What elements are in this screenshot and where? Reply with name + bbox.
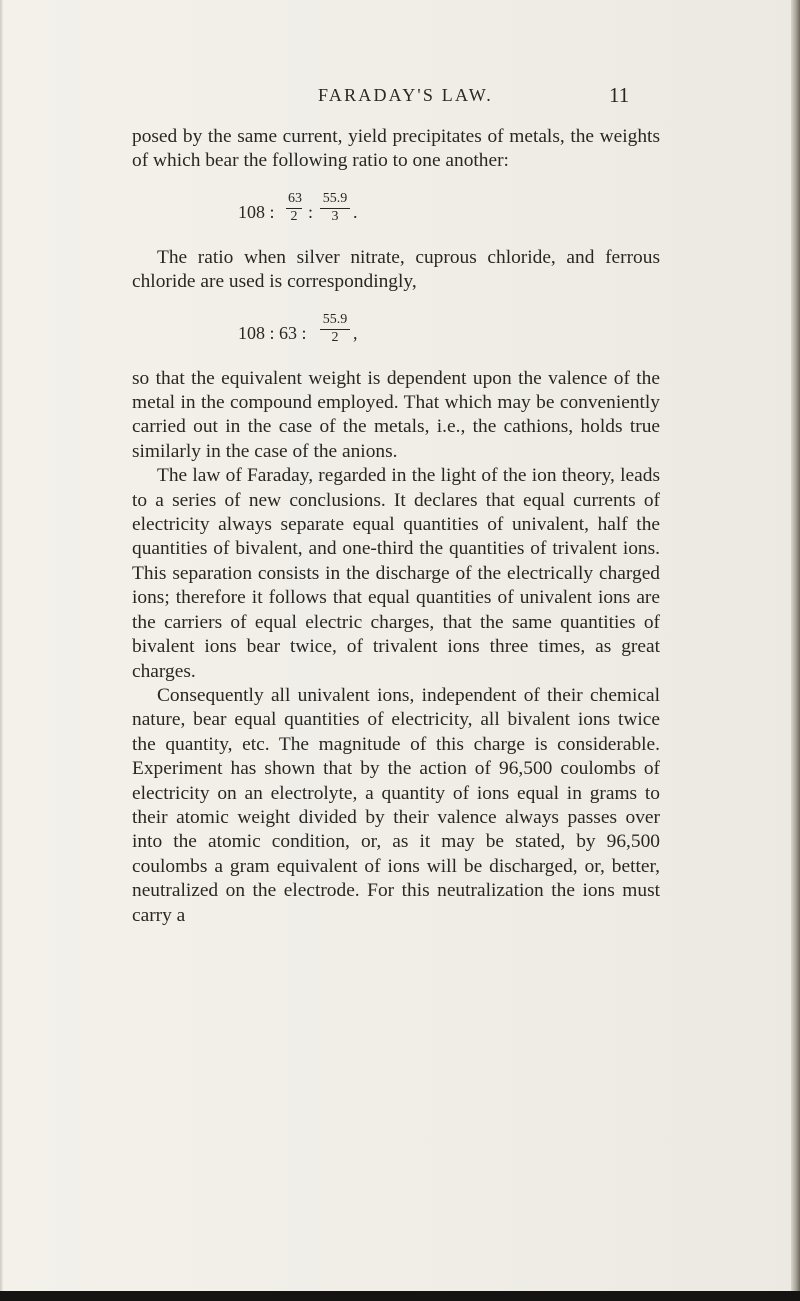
- equation1-fraction-2-denominator: 3: [331, 208, 339, 224]
- paragraph-faraday-law: The law of Faraday, regarded in the light of the ion theory, leads to a series of new conclusions. It declares that equal currents of electricity always separate equal quantities of univalent, half the quantities of bivalent, and one-third the quantities of trivalent ions. This separation consists in the discharge of the electrically charged ions; therefore it follows that equal quantities of univalent ions are the carriers of equal electric charges, that the same quantities of bivalent ions bear twice, of trivalent ions three times, as great charges.: [132, 465, 660, 682]
- equation1-lead: 108 :: [238, 201, 275, 222]
- equation2-fraction: [320, 313, 350, 345]
- ratio-equation-1: [132, 178, 660, 240]
- equation1-fraction-1: [286, 192, 302, 224]
- scan-bottom-border: [0, 1291, 800, 1301]
- equation2-fraction-denominator: 2: [331, 329, 339, 345]
- paragraph-equivalent-weight: so that the equivalent weight is dependent upon the valence of the metal in the compound employed. That which may be conveniently carried out in the case of the metals, i.e., the cathions, holds true similarly in the case of the anions.: [132, 367, 660, 462]
- equation2-end: ,: [353, 322, 358, 343]
- equation1-fraction-2-numerator: 55.9: [322, 190, 348, 206]
- page-number: 11: [609, 83, 630, 107]
- ratio-equation-2: [132, 299, 660, 361]
- page-left-edge: [0, 0, 3, 1301]
- equation1-fraction-1-denominator: 2: [290, 208, 298, 224]
- body-text: [132, 125, 660, 928]
- equation1-separator: :: [308, 201, 314, 222]
- paragraph-continuation: posed by the same current, yield precipitates of metals, the weights of which bear the following ratio to one another:: [132, 126, 660, 172]
- equation1-fraction-1-numerator: 63: [288, 190, 302, 206]
- running-head: FARADAY'S LAW.: [318, 85, 493, 105]
- equation2-lead: 108 : 63 :: [238, 322, 307, 343]
- paragraph-charge-magnitude: Consequently all univalent ions, independent of their chemical nature, bear equal quantities of electricity, all bivalent ions twice the quantity, etc. The magnitude of this charge is considerable. Experiment has shown that by the action of 96,500 coulombs of electricity on an electrolyte, a quantity of ions equal in grams to their atomic weight divided by their valence always passes over into the atomic condition, or, as it may be stated, by 96,500 coulombs a gram equivalent of ions will be discharged, or, better, neutralized on the electrode. For this neutralization the ions must carry a: [132, 684, 660, 926]
- page-header: [0, 85, 800, 115]
- paragraph-ratio: The ratio when silver nitrate, cuprous chloride, and ferrous chloride are used is correspondingly,: [132, 246, 660, 293]
- equation2-fraction-numerator: 55.9: [322, 311, 348, 327]
- equation1-end: .: [353, 201, 358, 222]
- page-right-edge-shadow: [791, 0, 800, 1301]
- equation1-fraction-2: [320, 192, 350, 224]
